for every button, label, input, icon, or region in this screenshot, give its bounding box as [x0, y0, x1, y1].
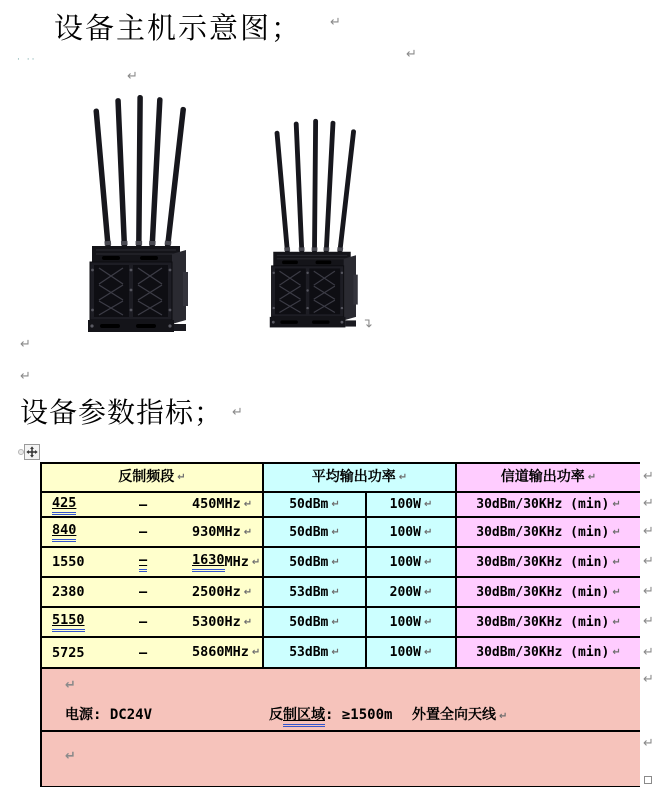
- header-channel-power-column[interactable]: 信道输出功率 ↵: [457, 464, 640, 493]
- paragraph-mark: ↵: [330, 15, 341, 30]
- channel-power-cell[interactable]: 30dBm/30KHz (min) ↵: [457, 578, 640, 608]
- table-footer-empty[interactable]: ↵: [42, 732, 640, 786]
- row-end-mark: ↵: [643, 584, 654, 599]
- row-end-mark: ↵: [643, 645, 654, 660]
- watt-cell[interactable]: 100W ↵: [367, 548, 457, 578]
- band-cell[interactable]: 840 – 930 MHz ↵: [42, 518, 264, 548]
- row-end-mark: ↵: [643, 496, 654, 511]
- watt-cell[interactable]: 100W ↵: [367, 518, 457, 548]
- row-end-mark: ↵: [643, 736, 654, 751]
- channel-power-cell[interactable]: 30dBm/30KHz (min) ↵: [457, 518, 640, 548]
- band-cell[interactable]: 5150 – 5300 Hz ↵: [42, 608, 264, 638]
- paragraph-mark: ↵: [20, 337, 31, 352]
- band-cell[interactable]: 2380 – 2500 Hz ↵: [42, 578, 264, 608]
- move-cross-icon: [26, 446, 38, 458]
- header-avg-power-column[interactable]: 平均输出功率 ↵: [264, 464, 457, 493]
- channel-power-cell[interactable]: 30dBm/30KHz (min) ↵: [457, 548, 640, 578]
- paragraph-mark: ↵: [127, 69, 138, 84]
- row-end-mark: ↵: [643, 524, 654, 539]
- watt-cell[interactable]: 100W ↵: [367, 493, 457, 518]
- antenna-text: 外置全向天线 ↵: [412, 707, 508, 723]
- paragraph-mark: ↵: [20, 369, 31, 384]
- device-photos-jammer-hosts: [78, 92, 378, 340]
- row-end-mark: ↵: [643, 554, 654, 569]
- paragraph-mark: ↵: [406, 47, 417, 62]
- channel-power-cell[interactable]: 30dBm/30KHz (min) ↵: [457, 638, 640, 669]
- page-title-device-parameters[interactable]: 设备参数指标；: [20, 398, 224, 429]
- avg-power-cell[interactable]: 50dBm ↵: [264, 548, 367, 578]
- avg-power-cell[interactable]: 50dBm ↵: [264, 518, 367, 548]
- band-cell[interactable]: 425 – 450 MHz ↵: [42, 493, 264, 518]
- row-end-mark: ↵: [643, 672, 654, 687]
- avg-power-cell[interactable]: 50dBm ↵: [264, 608, 367, 638]
- parameters-table: [40, 462, 640, 787]
- line-end-mark: ↵: [361, 317, 377, 328]
- watt-cell[interactable]: 100W ↵: [367, 608, 457, 638]
- power-supply-text: 电源: DC24V: [65, 707, 153, 723]
- channel-power-cell[interactable]: 30dBm/30KHz (min) ↵: [457, 493, 640, 518]
- avg-power-cell[interactable]: 50dBm ↵: [264, 493, 367, 518]
- jamming-area-text: 反制区域: ≥1500m: [269, 707, 392, 727]
- channel-power-cell[interactable]: 30dBm/30KHz (min) ↵: [457, 608, 640, 638]
- watt-cell[interactable]: 100W ↵: [367, 638, 457, 669]
- stray-dots: · ··: [17, 55, 37, 65]
- band-cell[interactable]: 5725 — 5860 MHz ↵: [42, 638, 264, 669]
- band-cell[interactable]: 1550 – 1630 MHz ↵: [42, 548, 264, 578]
- row-end-mark: ↵: [643, 614, 654, 629]
- table-footer-specs[interactable]: ↵ 电源: DC24V 反制区域: ≥1500m 外置全向天线 ↵: [42, 669, 640, 732]
- header-band-column[interactable]: 反制频段 ↵: [42, 464, 264, 493]
- paragraph-mark: ↵: [232, 405, 243, 420]
- avg-power-cell[interactable]: 53dBm ↵: [264, 578, 367, 608]
- table-resize-handle[interactable]: [644, 776, 652, 784]
- avg-power-cell[interactable]: 53dBm ↵: [264, 638, 367, 669]
- row-end-mark: ↵: [643, 469, 654, 484]
- page-title-device-diagram[interactable]: 设备主机示意图；: [54, 13, 303, 45]
- watt-cell[interactable]: 200W ↵: [367, 578, 457, 608]
- table-move-handle-icon[interactable]: [24, 444, 40, 460]
